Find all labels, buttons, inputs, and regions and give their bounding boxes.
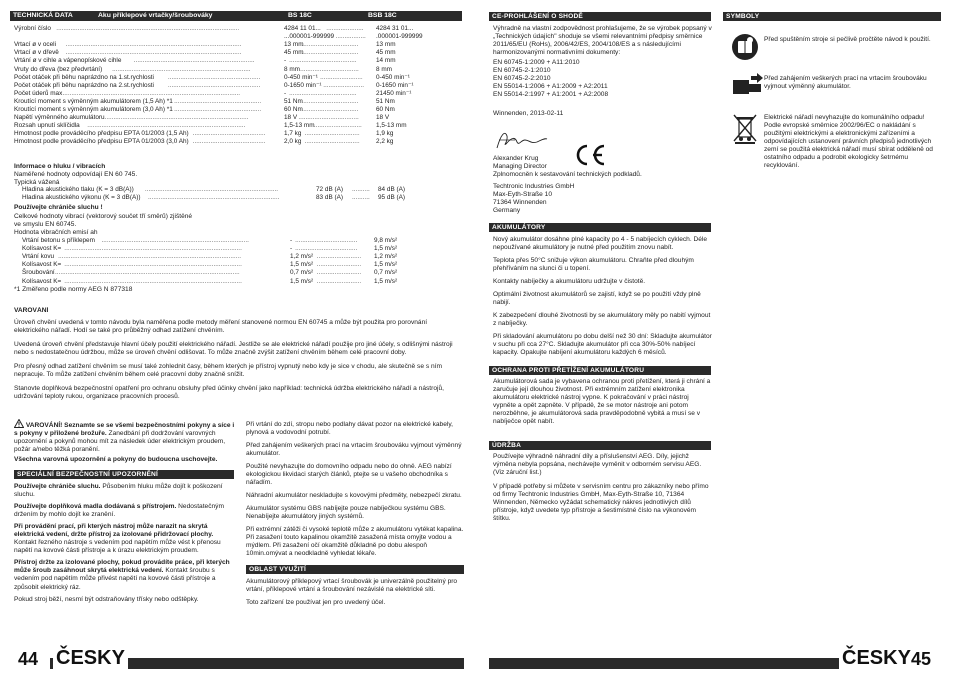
vib-val-bsb: 1,2 m/s² [374, 253, 398, 261]
keep-instructions: Všechna varovná upozornění a pokyny do budoucna uschovejte. [14, 456, 218, 464]
tech-row-bs18c: 45 mm [284, 49, 304, 57]
tech-data-row: Výrobní číslo ....................................................................................................... 4284 11 01... ..................... 4284 31 01... [14, 25, 414, 32]
battery-para: Optimální životnost akumulátorů se zajistí, když se po použití vždy plně nabijí. [493, 291, 701, 307]
warning-rest: Zanedbání při dodržování varovných upozornění a pokynů mohou mít za následek úder elektrickým proudem, požár a/nebo těžká poranění. [14, 430, 226, 454]
vib-label: Vrtání kovu [22, 253, 55, 261]
maintenance-text: Používejte výhradně náhradní díly a příslušenství AEG. Díly, jejichž výměna nebyla popsána, nechávejte vyměnit v odborném servisu AEG. (Viz záruční list.) [493, 453, 702, 477]
tech-row-bsb18c: 18 V [376, 114, 390, 122]
tech-row-label: Napětí výměnného akumulátoru [14, 114, 105, 122]
tech-row-bsb18c: .000001-999999 [376, 33, 423, 41]
tech-data-title: TECHNICKÁ DATA [13, 12, 73, 19]
tech-row-label: Vrtání ø v cihle a vápenopískové cihle [14, 57, 122, 65]
tech-data-row: Napětí výměnného akumulátoru .................................................................................. 18 V .................................. 18 V [14, 114, 390, 122]
tech-row-bs18c: 2,0 kg [284, 138, 302, 146]
ce-norm: EN 60745-1:2009 + A11:2010 [493, 59, 580, 67]
signature-image [493, 126, 553, 156]
ce-norms [493, 59, 713, 99]
tech-row-label: Hmotnost podle prováděcího předpisu EPTA 01/2003 (1,5 Ah) [14, 130, 189, 138]
weee-bin-icon [731, 113, 759, 145]
noise-line1: Naměřené hodnoty odpovídají EN 60 745. [14, 171, 138, 179]
symbol-desc-battery: Před zahájením veškerých prací na vrtacím šroubováku vyjmout výměnný akumulátor. [764, 75, 927, 91]
language-label-left: ČESKY [53, 647, 128, 669]
remove-battery-icon [731, 72, 765, 100]
tech-row-bs18c: 60 Nm [284, 106, 303, 113]
vibration-row: Kolísavost K= .................................................................................................... 1,5 m/s² ......................... 1,5 m/s² [22, 261, 398, 269]
usage-text: Akumulátorový příklepový vrtací šroubovák je univerzálně použitelný pro vrtání, příklepové vrtání a šroubování nezávislé na elektrické síti. [246, 578, 458, 594]
tech-row-bsb18c: 4284 31 01... [376, 25, 414, 32]
ce-norm: EN 55014-1:2006 + A1:2009 + A2:2011 [493, 83, 608, 91]
safety-item: Při provádění prací, při kterých nástroj může narazit na skrytá elektrická vedení, držte přístroj za izolované přidržovací plochy. Kontakt řezného nástroje s vedením pod napětím může vést k přenosu napětí na kovové části přístroje a k úrazu elektrickým proudem. [14, 523, 221, 555]
tech-row-label: Kroutící moment s výměnným akumulátorem (3,0 Ah) *1 [14, 106, 173, 113]
vibration-intro [14, 213, 454, 237]
vibration-row: Kolísavost K= .................................................................................................... 1,5 m/s² ......................... 1,5 m/s² [22, 277, 398, 285]
address-line: Techtronic Industries GmbH [493, 183, 575, 191]
col-bsb18c: BSB 18C [368, 12, 397, 19]
tech-row-bsb18c: 0-1650 min⁻¹ [376, 81, 414, 89]
special-safety-title: SPECIÁLNÍ BEZPEČNOSTNÍ UPOZORNĚNÍ [14, 470, 234, 479]
vib-label: Kolísavost K= [22, 261, 62, 269]
safety-item: Pokud stroj běží, nesmí být odstraňovány třísky nebo odštěpky. [14, 595, 199, 603]
ear-protection-text: Používejte chrániče sluchu ! [14, 204, 103, 211]
safety-item: Akumulátor systému GBS nabíjejte pouze nabíječkou systému GBS. Nenabíjejte akumulátory jiných systémů. [246, 505, 446, 521]
noise-row: Hladina akustického výkonu (K = 3 dB(A)) .......................................................................... 83 dB (A) .......... 95 dB (A) [22, 194, 405, 201]
noise-val-bs: 83 dB (A) [316, 194, 343, 201]
warning-para: Pro přesný odhad zatížení chvěním se musí také zohlednit časy, během kterých je přístroj vypnutý nebo kdy je sice v chodu, ale skutečně se s ním nepracuje. To může zatížení chvěním během celé pracovní doby značně snížit. [14, 363, 442, 379]
measurement-note-text: *1 Změřeno podle normy AEG N 877318 [14, 286, 133, 293]
vib-val-bs: 1,5 m/s² [290, 261, 314, 269]
noise-label: Hladina akustického výkonu (K = 3 dB(A)) [22, 194, 141, 201]
battery-para: Teplota přes 50°C snižuje výkon akumulátoru. Chraňte před dlouhým přehříváním na slunci či u topení. [493, 257, 694, 273]
vibration-row: Šroubování ........................................................................................................ 0,7 m/s² ......................... 0,7 m/s² [22, 269, 398, 277]
company-address [493, 183, 713, 215]
ce-text: Výhradně na vlastní zodpovědnost prohlašujeme, že se výrobek popsaný v „Technických údajích" shoduje se všemi relevantními předpisy směrnice 2011/65/EU (RoHs), 2006/42/ES, 2004/108/ES a s následujícími harmonizovanými normativními dokumenty: [493, 25, 712, 57]
tech-row-label: Výrobní číslo [14, 25, 51, 32]
vib-val-bs: 1,5 m/s² [290, 277, 314, 285]
vib-val-bs: - [290, 237, 293, 244]
usage-title: OBLAST VYUŽITÍ [246, 565, 464, 574]
tech-row-bsb18c: 8 mm [376, 65, 392, 73]
battery-para: Kontakty nabíječky a akumulátoru udržujte v čistotě. [493, 278, 646, 286]
safety-item: Používejte chrániče sluchu. Působením hluku může dojít k poškození sluchu. [14, 483, 223, 499]
tech-row-bs18c: 4284 11 01... [284, 25, 321, 32]
tech-row-bs18c: 0-1650 min⁻¹ [284, 81, 322, 89]
tech-data-row: Počet otáček při běhu naprázdno na 2.st.rychlosti .................................................... 0-1650 min⁻¹ ....................... 0-1650 min⁻¹ [14, 81, 414, 89]
vib-label: Vrtání betonu s příklepem [22, 237, 95, 244]
noise-label: Hladina akustického tlaku (K = 3 dB(A)) [22, 186, 134, 193]
ce-norm: EN 60745-2-1:2010 [493, 67, 551, 75]
tech-data-row: Vrtací ø v dřevě ................................................................................................... 45 mm ................................ 45 mm [14, 49, 396, 57]
warning-para: Stanovte doplňková bezpečnostní opatření pro ochranu obsluhy před účinky chvění jako například: technická údržba elektrického nářadí a nástrojů, udržování teploty rukou, organizace pracovních procesů. [14, 385, 444, 401]
tech-row-bsb18c: 45 mm [376, 49, 396, 57]
ce-norm: EN 60745-2-2:2010 [493, 75, 551, 83]
warning-triangle-icon [14, 422, 24, 429]
vib-line3: Hodnota vibračních emisí ah [14, 229, 98, 237]
tech-data-row: Hmotnost podle prováděcího předpisu EPTA 01/2003 (1,5 Ah) ......................................... 1,7 kg ............................... 1,9 kg [14, 130, 394, 138]
battery-para: K zabezpečení dlouhé životnosti by se akumulátory měly po nabití vyjmout z nabíječky. [493, 312, 711, 328]
tech-row-label: Rozsah upnutí sklíčidla [14, 122, 80, 130]
footer-bar [489, 658, 899, 669]
signatory-role: Managing Director [493, 163, 547, 171]
tech-row-bs18c: 51 Nm [284, 97, 303, 105]
ce-place-date: Winnenden, 2013-02-11 [493, 110, 564, 118]
tech-row-bs18c: 18 V [284, 114, 298, 122]
vib-line2: ve smyslu EN 60745. [14, 221, 77, 229]
noise-line2: Typická vážená [14, 179, 60, 187]
usage-text: Toto zařízení lze používat jen pro uvedený účel. [246, 598, 386, 606]
tech-row-bs18c: - [284, 57, 287, 65]
safety-item: Používejte doplňková madla dodávaná s přístrojem. Nedostatečným držením by mohlo dojít ke zranění. [14, 503, 224, 519]
tech-data-row: Kroutící moment s výměnným akumulátorem (3,0 Ah) *1 ................................................. 60 Nm ................................ 60 Nm [14, 106, 395, 113]
safety-item: Náhradní akumulátor neskladujte s kovovými předměty, nebezpečí zkratu. [246, 492, 462, 500]
safety-item: Při vrtání do zdí, stropu nebo podlahy dávat pozor na elektrické kabely, plynová a vodovodní potrubí. [246, 421, 453, 437]
tech-row-bsb18c: 60 Nm [376, 106, 395, 113]
tech-row-bs18c: 13 mm [284, 41, 304, 49]
tech-row-bsb18c: 51 Nm [376, 97, 395, 105]
col-bs18c: BS 18C [288, 12, 312, 19]
tech-row-label: Počet úderů max [14, 89, 63, 97]
vib-val-bs: - [290, 245, 293, 253]
ce-norm: EN 55014-2:1997 + A1:2001 + A2:2008 [493, 91, 609, 99]
safety-item: Přístroj držte za izolované plochy, pokud provádíte práce, při kterých může šroub zasáhnout skrytá elektrická vedení. Kontakt šroubu s vedením pod napětím může přivést napětí na kovové části přístroje a způsobit elektrický ráz. [14, 559, 230, 591]
tech-row-bs18c: - [284, 89, 287, 97]
battery-section [493, 236, 713, 362]
battery-para: Při skladování akumulátoru po dobu delší než 30 dní: Skladujte akumulátor v suchu při cca 27°C. Skladujte akumulátor při cca 30%-50% nabíjecí kapacity. Opakujte nabíjení akumulátoru každých 6 měsíců. [493, 333, 712, 357]
safety-column-2 [246, 421, 464, 613]
measurement-note [14, 286, 454, 294]
symbol-desc-weee: Elektrické nářadí nevyhazujte do komunálního odpadu! Podle evropské směrnice 2002/96/EC o nakládání s použitými elektrickými a elektronickými zařízeními a odpovídajících ustanovení právních předpisů jednotlivých zemí se použitá elektrická nářadí musí sbírat odděleně od ostatního odpadu a podrobit ekologicky šetrnému recyklování. [764, 114, 933, 170]
tech-row-label: Vrtací ø v dřevě [14, 49, 59, 57]
warning-bold: VAROVÁNÍ! Seznamte se se všemi bezpečnostními pokyny a síce i s pokyny v přiložené brožuře. [14, 422, 235, 438]
tech-data-row: Rozsah upnutí sklíčidla ......................................................................................... 1,5-13 mm ........................... 1,5-13 mm [14, 122, 407, 130]
symbol-desc-manual: Před spuštěním stroje si pečlivě pročtěte návod k použití. [764, 36, 931, 43]
noise-val-bs: 72 dB (A) [316, 186, 343, 193]
signatory-authorization: Zplnomocněn k sestavování technických podkladů. [493, 171, 642, 179]
symbols-section [723, 24, 943, 204]
tech-data-row: Vrtání ø v cihle a vápenopískové cihle .................................................................... - ...................................... 14 mm [14, 57, 396, 65]
overload-section [493, 378, 713, 426]
battery-title: AKUMULÁTORY [489, 223, 711, 232]
vib-line1: Celkové hodnoty vibrací (vektorový součet tří směrů) zjištěné [14, 213, 193, 220]
noise-title: Informace o hluku / vibracích [14, 163, 106, 170]
tech-row-bs18c: 0-450 min⁻¹ [284, 73, 318, 81]
right-page [477, 0, 954, 677]
noise-section [14, 163, 454, 187]
vib-val-bs: 0,7 m/s² [290, 269, 314, 277]
overload-text: Akumulátorová sada je vybavena ochranou proti přetížení, která ji chrání a zaručuje její dlouhou životnost. Při extrémním zatížení elektronika akumulátoru elektrické nástroj vypne. K pokračování v práci nástroj vypněte a opět zapněte. V případě, že se motor nástroje ani potom nerozběhne, je akumulátorová sada pravděpodobně vybitá a musí se v nabíječce opět nabít. [493, 378, 711, 426]
tech-data-row: Počet otáček při běhu naprázdno na 1.st.rychlosti .................................................... 0-450 min⁻¹ ........................ 0-450 min⁻¹ [14, 73, 410, 81]
vibration-row: Vrtání betonu s příklepem ................................................................................... - ................................... 9,8 m/s² [22, 237, 398, 244]
safety-column [14, 419, 236, 610]
vib-val-bs: 1,2 m/s² [290, 253, 314, 261]
tech-row-label: Hmotnost podle prováděcího předpisu EPTA 01/2003 (3,0 Ah) [14, 138, 189, 146]
tech-row-bsb18c: 0-450 min⁻¹ [376, 73, 410, 81]
noise-row: Hladina akustického tlaku (K = 3 dB(A)) ........................................................................... 72 dB (A) .......... 84 dB (A) [22, 186, 405, 193]
ce-signatory [493, 155, 713, 215]
vib-val-bsb: 9,8 m/s² [374, 237, 398, 244]
tech-data-row: ...000001-999999 ................. .000001-999999 [284, 33, 423, 41]
address-line: Germany [493, 207, 521, 215]
tech-row-bsb18c: 21450 min⁻¹ [376, 89, 412, 97]
noise-val-bsb: 95 dB (A) [378, 194, 405, 201]
noise-val-bsb: 84 dB (A) [378, 186, 405, 193]
vib-val-bsb: 1,5 m/s² [374, 261, 398, 269]
symbols-title: SYMBOLY [723, 12, 941, 21]
vib-val-bsb: 1,5 m/s² [374, 245, 398, 253]
maintenance-title: ÚDRŽBA [489, 441, 711, 450]
tech-row-bsb18c: 1,9 kg [376, 130, 394, 138]
tech-data-product: Aku příklepové vrtačky/šroubováky [98, 12, 213, 19]
warning-section [14, 307, 454, 407]
signatory-name: Alexander Krug [493, 155, 539, 162]
safety-item: Před zahájením veškerých prací na vrtacím šroubováku vyjmout výměnný akumulátor. [246, 442, 462, 458]
warning-para: Úroveň chvění uvedená v tomto návodu byla naměřena podle metody měření stanovené normou EN 60745 a může být použita pro porovnání elektrického nářadí. Hodí se také pro průběžný odhad zatížení chvěním. [14, 319, 428, 335]
vibration-row: Kolísavost K= .................................................................................................... - ................................... 1,5 m/s² [22, 245, 398, 253]
safety-item: Použité nevyhazujte do domovního odpadu nebo do ohně. AEG nabízí ekologickou likvidaci starých článků, ptejte se u vašeho obchodníka s nářadím. [246, 463, 452, 487]
maintenance-section [493, 453, 713, 523]
language-label-right: ČESKY [839, 647, 914, 669]
read-manual-icon [731, 33, 759, 61]
tech-row-bs18c: ...000001-999999 [284, 33, 335, 41]
tech-row-bsb18c: 14 mm [376, 57, 396, 65]
ear-protection [14, 204, 454, 212]
tech-data-row: Kroutící moment s výměnným akumulátorem (1,5 Ah) *1 ................................................. 51 Nm ................................ 51 Nm [14, 97, 395, 105]
ce-title: CE-PROHLÁŠENÍ O SHODĚ [489, 12, 711, 21]
tech-row-label: Kroutící moment s výměnným akumulátorem (1,5 Ah) *1 [14, 97, 173, 105]
tech-row-label: Vruty do dřeva (bez předvrtání) [14, 65, 103, 73]
vib-val-bsb: 1,5 m/s² [374, 277, 398, 285]
page-number-right: 45 [911, 649, 932, 669]
address-line: Max-Eyth-Straße 10 [493, 191, 552, 199]
tech-row-label: Počet otáček při běhu naprázdno na 1.st.rychlosti [14, 73, 154, 81]
tech-row-bs18c: 1,5-13 mm [284, 122, 315, 130]
address-line: 71364 Winnenden [493, 199, 547, 207]
warning-title: VAROVÁNÍ [14, 307, 49, 314]
vib-label: Kolísavost K= [22, 277, 62, 285]
tech-data-row: Vrtací ø v oceli ................................................................................................... 13 mm ................................ 13 mm [14, 41, 396, 49]
overload-title: OCHRANA PROTI PŘETÍŽENÍ AKUMULÁTORU [489, 366, 711, 375]
safety-item: Při extrémní zátěži či vysoké teplotě může z akumulátoru vytékat kapalina. Při zasažení touto kapalinou okamžitě zasažená místa omyjte vodou a mýdlem. Při zasažení očí okamžitě důkladně po dobu alespoň 10min.omývat a neodkladně vyhledat lékaře. [246, 526, 464, 558]
vib-label: Kolísavost K= [22, 245, 62, 253]
ce-section [493, 25, 713, 118]
general-warning [14, 419, 236, 454]
maintenance-text: V případě potřeby si můžete v servisním centru pro zákazníky nebo přímo od firmy Techtronic Industries GmbH, Max-Eyth-Straße 10, 71364 Winnenden, Německo vyžádat schematický nákres jednotlivých dílů přístroje, když uvedete typ přístroje a šestimístné číslo na výkonovém štítku. [493, 483, 709, 523]
vibration-row: Vrtání kovu ....................................................................................................... 1,2 m/s² ......................... 1,2 m/s² [22, 253, 398, 261]
tech-data-row: Vruty do dřeva (bez předvrtání) .............................................................................. 8 mm .................................. 8 mm [14, 65, 392, 73]
warning-para: Uvedená úroveň chvění představuje hlavní účely použití elektrického nářadí. Jestliže se ale elektrické nářadí použije pro jiné účely, s odlišnými nástroji nebo s nedostatečnou údržbou, může se úroveň chvění odlišovat. To může značně zvýšit zatížení chvěním během celé pracovní doby. [14, 341, 453, 357]
tech-row-bsb18c: 1,5-13 mm [376, 122, 407, 130]
vib-val-bsb: 0,7 m/s² [374, 269, 398, 277]
tech-row-label: Vrtací ø v oceli [14, 41, 57, 49]
tech-row-bs18c: 1,7 kg [284, 130, 302, 138]
tech-row-bsb18c: 13 mm [376, 41, 396, 49]
tech-data-header [10, 11, 462, 21]
tech-row-bs18c: 8 mm [284, 65, 300, 73]
page-number-left: 44 [18, 649, 39, 669]
tech-row-label: Počet otáček při běhu naprázdno na 2.st.rychlosti [14, 81, 154, 89]
tech-row-bsb18c: 2,2 kg [376, 138, 394, 146]
battery-para: Nový akumulátor dosáhne plné kapacity po 4 - 5 nabíjecích cyklech. Déle nepoužívané akumulátory je nutné před použitím znovu nabít. [493, 236, 708, 252]
tech-data-row: Počet úderů max .................................................................................................... - ...................................... 21450 min⁻¹ [14, 89, 412, 97]
tech-data-row: Hmotnost podle prováděcího předpisu EPTA 01/2003 (3,0 Ah) ......................................... 2,0 kg ............................... 2,2 kg [14, 138, 394, 146]
vib-label: Šroubování [22, 269, 55, 277]
